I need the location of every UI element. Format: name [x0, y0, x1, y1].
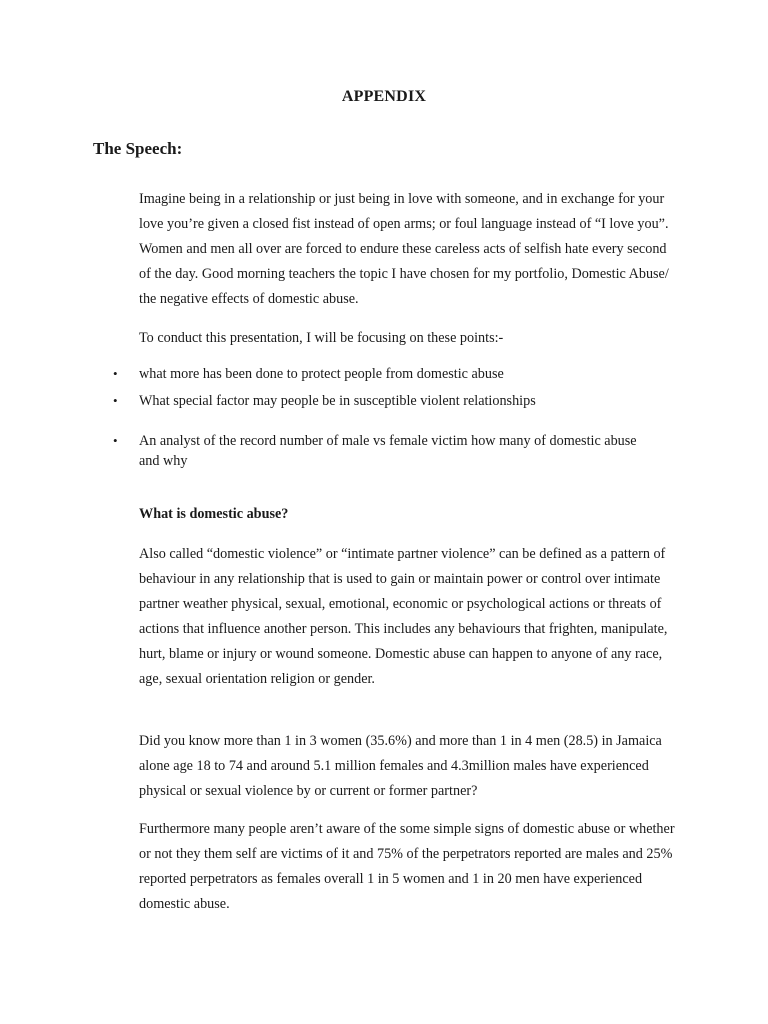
further-paragraph: Furthermore many people aren’t aware of the some simple signs of domestic abuse or whether or not they them self are victims of it and 75% of the perpetrators reported are males and 25% reported perpetrators as females overall 1 in 5 women and 1 in 20 men have experienced domestic abuse.	[139, 821, 675, 912]
bullet-icon: •	[113, 393, 118, 408]
statistics-paragraph: Did you know more than 1 in 3 women (35.6%) and more than 1 in 4 men (28.5) in Jamaica alone age 18 to 74 and around 5.1 million females and 4.3million males have experienced physical or sexual violence by or current or former partner?	[139, 733, 662, 799]
bullet-item	[113, 391, 536, 411]
points-lead-paragraph: To conduct this presentation, I will be focusing on these points:-	[139, 330, 504, 346]
bullet-item	[113, 431, 659, 471]
bullet-icon: •	[113, 366, 118, 381]
bullet-text: What special factor may people be in susceptible violent relationships	[139, 393, 536, 409]
bullet-icon: •	[113, 433, 118, 448]
bullet-text: what more has been done to protect people from domestic abuse	[139, 366, 504, 382]
bullet-text: An analyst of the record number of male vs female victim how many of domestic abuse and why	[139, 433, 637, 469]
definition-paragraph: Also called “domestic violence” or “intimate partner violence” can be defined as a pattern of behaviour in any relationship that is used to gain or maintain power or control over intimate partner weather physical, sexual, emotional, economic or psychological actions or threats of actions that influence another person. This includes any behaviours that frighten, manipulate, hurt, blame or injury or wound someone. Domestic abuse can happen to anyone of any race, age, sexual orientation religion or gender.	[139, 546, 668, 687]
subheading: What is domestic abuse?	[139, 506, 289, 522]
page-title: APPENDIX	[341, 88, 427, 105]
intro-paragraph: Imagine being in a relationship or just being in love with someone, and in exchange for your love you’re given a closed fist instead of open arms; or foul language instead of “I love you”. Women and men all over are forced to endure these careless acts of selfish hate every second of the day. Good morning teachers the topic I have chosen for my portfolio, Domestic Abuse/ the negative effects of domestic abuse.	[139, 191, 669, 307]
section-heading: The Speech:	[93, 139, 183, 158]
bullet-item	[113, 364, 504, 384]
